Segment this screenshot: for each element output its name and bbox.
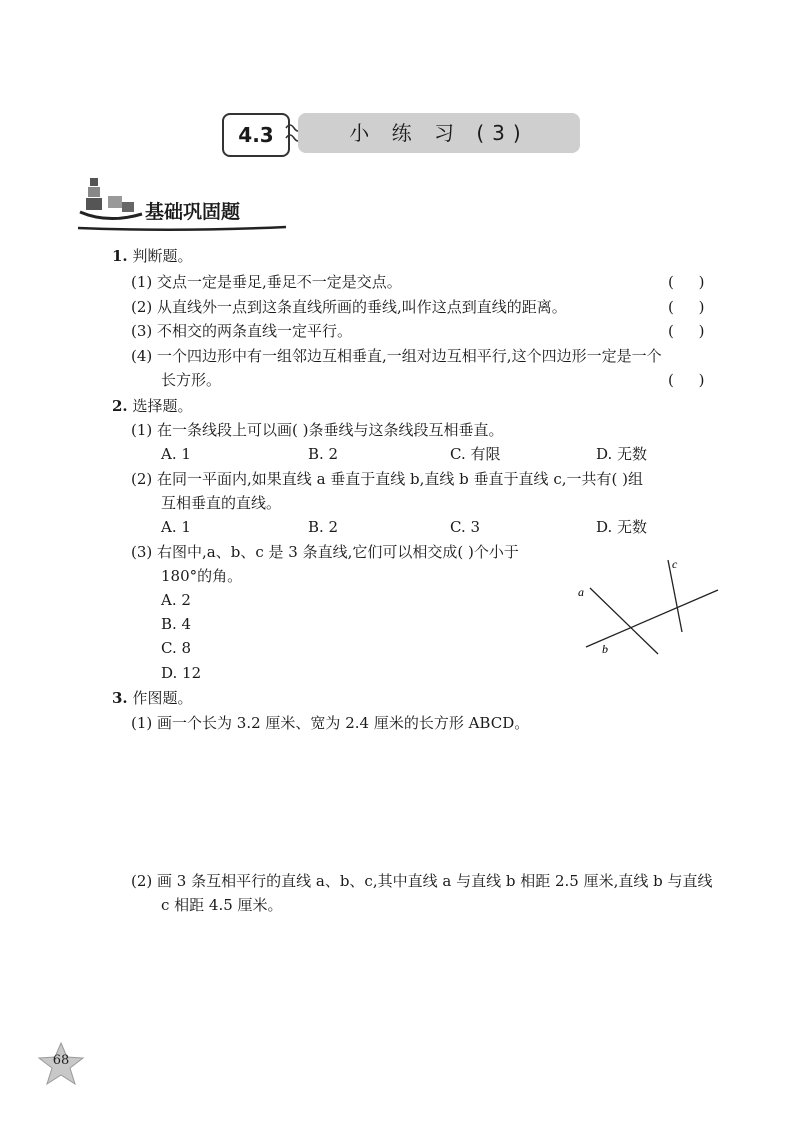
- q2-item-3-continuation: 180°的角。: [161, 567, 243, 585]
- q2-item-2-option-c[interactable]: C. 3: [450, 518, 481, 536]
- q3-item-1-drawing-area[interactable]: [131, 740, 721, 860]
- q2-item-1-option-b[interactable]: B. 2: [308, 445, 339, 463]
- q2-item-1-option-a[interactable]: A. 1: [161, 445, 191, 463]
- section-heading: 基础巩固题: [145, 201, 241, 223]
- section-underline: [78, 222, 288, 232]
- page-number: 68: [52, 1053, 70, 1068]
- q3-item-1: (1) 画一个长为 3.2 厘米、宽为 2.4 厘米的长方形 ABCD。: [131, 714, 530, 732]
- q1-item-2-answer-blank[interactable]: ( ): [668, 298, 705, 316]
- label-a: a: [578, 585, 584, 599]
- q1-item-4: (4) 一个四边形中有一组邻边互相垂直,一组对边互相平行,这个四边形一定是一个: [131, 347, 662, 365]
- question-1-heading: 1. 判断题。: [112, 247, 193, 265]
- blocks-icon: [78, 176, 144, 228]
- q2-item-2-option-b[interactable]: B. 2: [308, 518, 339, 536]
- three-lines-figure: [570, 550, 730, 665]
- label-b: b: [602, 642, 608, 656]
- q1-item-4-answer-blank[interactable]: ( ): [668, 371, 705, 389]
- q1-item-3: (3) 不相交的两条直线一定平行。: [131, 322, 353, 340]
- q2-item-2-option-a[interactable]: A. 1: [161, 518, 191, 536]
- label-c: c: [672, 557, 678, 571]
- q2-item-3-option-a[interactable]: A. 2: [161, 591, 191, 609]
- line-b: [586, 590, 718, 647]
- q1-item-2: (2) 从直线外一点到这条直线所画的垂线,叫作这点到直线的距离。: [131, 298, 567, 316]
- q3-item-2: (2) 画 3 条互相平行的直线 a、b、c,其中直线 a 与直线 b 相距 2.5 厘米,直线 b 与直线: [131, 872, 713, 890]
- q2-item-3-option-d[interactable]: D. 12: [161, 664, 202, 682]
- q2-item-3: (3) 右图中,a、b、c 是 3 条直线,它们可以相交成( )个小于: [131, 543, 519, 561]
- q1-item-1-answer-blank[interactable]: ( ): [668, 273, 705, 291]
- section-number: 4.3: [222, 113, 290, 157]
- q2-item-2-option-d[interactable]: D. 无数: [596, 518, 648, 536]
- q2-item-2: (2) 在同一平面内,如果直线 a 垂直于直线 b,直线 b 垂直于直线 c,一共有( )组: [131, 470, 643, 488]
- q2-item-3-option-c[interactable]: C. 8: [161, 639, 192, 657]
- q2-item-1-option-c[interactable]: C. 有限: [450, 445, 501, 463]
- q1-item-3-answer-blank[interactable]: ( ): [668, 322, 705, 340]
- q1-item-1: (1) 交点一定是垂足,垂足不一定是交点。: [131, 273, 402, 291]
- question-3-heading: 3. 作图题。: [112, 689, 193, 707]
- q2-item-1: (1) 在一条线段上可以画( )条垂线与这条线段互相垂直。: [131, 421, 504, 439]
- q1-item-4-continuation: 长方形。: [161, 371, 222, 389]
- page-title: 小 练 习 (3): [298, 113, 580, 153]
- q3-item-2-continuation: c 相距 4.5 厘米。: [161, 896, 283, 914]
- q2-item-2-continuation: 互相垂直的直线。: [161, 494, 282, 512]
- q2-item-1-option-d[interactable]: D. 无数: [596, 445, 648, 463]
- q2-item-3-option-b[interactable]: B. 4: [161, 615, 192, 633]
- question-2-heading: 2. 选择题。: [112, 397, 193, 415]
- q3-item-2-drawing-area[interactable]: [131, 922, 721, 1042]
